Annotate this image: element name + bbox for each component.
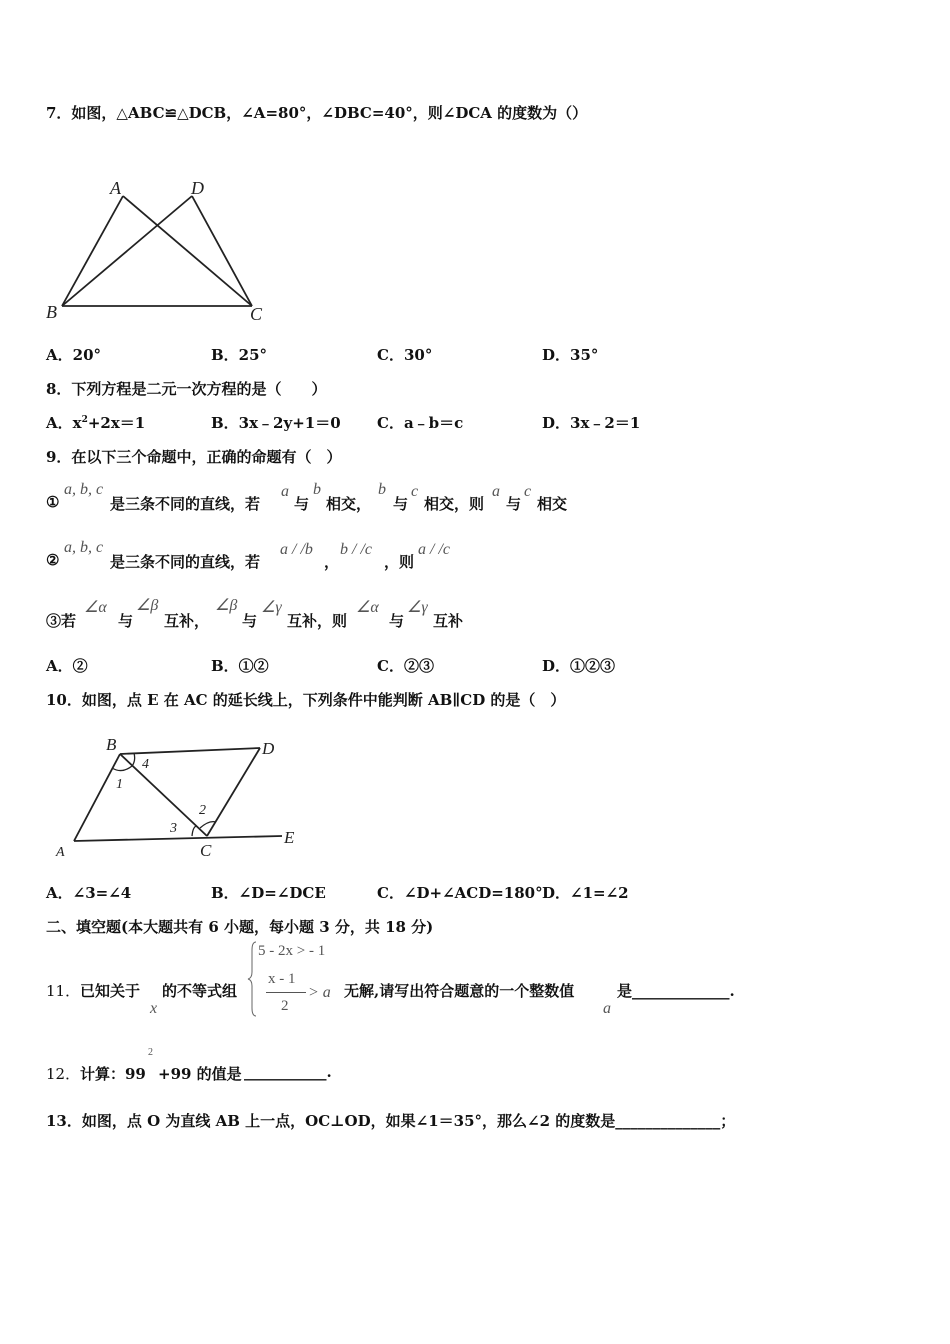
q10-option-a: A．∠3=∠4	[46, 884, 132, 902]
q11-fraction-bar	[266, 992, 306, 993]
q9-option-c: C．②③	[377, 657, 434, 675]
q8-option-c: C．a﹣b＝c	[377, 414, 464, 432]
q7-option-d: D．35°	[542, 346, 599, 364]
q8-stem: 8．下列方程是二元一次方程的是（ ）	[46, 380, 327, 398]
q10-segment-CD	[207, 748, 260, 836]
q10-figure	[44, 728, 314, 864]
q10-segment-AB	[74, 754, 120, 841]
q7-stem: 7．如图，△ABC≌△DCB，∠A=80°，∠DBC=40°，则∠DCA 的度数为（）	[46, 104, 588, 122]
q7-option-b: B．25°	[211, 346, 268, 364]
q10-angle-arc-4	[132, 753, 135, 766]
q9-option-b: B．①②	[211, 657, 269, 675]
q8-option-b: B．3x﹣2y+1＝0	[211, 414, 341, 432]
q7-label-B: B	[46, 302, 57, 322]
q10-label-D: D	[262, 739, 275, 758]
q10-label-4: 4	[142, 757, 149, 772]
q10-angle-arc-1	[112, 766, 132, 771]
q10-stem: 10．如图，点 E 在 AC 的延长线上，下列条件中能判断 AB∥CD 的是（ ）	[46, 691, 566, 709]
q7-label-D: D	[191, 178, 204, 198]
q10-segment-BC	[120, 754, 207, 836]
q10-label-A: A	[56, 845, 65, 860]
section-2-heading: 二、填空题(本大题共有 6 小题，每小题 3 分，共 18 分)	[46, 918, 434, 936]
q9-option-d: D．①②③	[542, 657, 616, 675]
q7-segment-DB	[62, 196, 192, 306]
q10-option-b: B．∠D=∠DCE	[211, 884, 326, 902]
q10-option-c: C．∠D+∠ACD=180°	[377, 884, 543, 902]
q10-angle-arc-3	[192, 826, 197, 836]
q9-stem: 9．在以下三个命题中，正确的命题有（ ）	[46, 448, 342, 466]
q10-label-1: 1	[116, 777, 123, 792]
q7-option-c: C．30°	[377, 346, 433, 364]
q10-segment-AE	[74, 836, 282, 841]
q13: 13．如图，点 O 为直线 AB 上一点，OC⊥OD，如果∠1＝35°，那么∠2 的度数是______________；	[46, 1112, 736, 1130]
q7-segment-AB	[62, 196, 123, 306]
q11-brace	[246, 940, 258, 1018]
q10-segment-BD	[120, 748, 260, 754]
q7-segment-DC	[192, 196, 252, 306]
q10-label-C: C	[200, 841, 212, 860]
q10-option-d: D．∠1=∠2	[542, 884, 629, 902]
q10-label-2: 2	[199, 803, 206, 818]
q7-label-C: C	[250, 304, 263, 324]
q10-label-3: 3	[170, 821, 177, 836]
q7-label-A: A	[110, 178, 121, 198]
q7-segment-AC	[123, 196, 252, 306]
q8-option-a: A．$x^2+2x=1$	[46, 414, 146, 432]
q10-label-B: B	[106, 735, 117, 754]
q9-option-a: A．②	[46, 657, 88, 675]
q8-option-d: D．3x﹣2＝1	[542, 414, 641, 432]
q10-label-E: E	[284, 828, 295, 847]
q7-figure	[40, 172, 280, 332]
q7-option-a: A．20°	[46, 346, 102, 364]
